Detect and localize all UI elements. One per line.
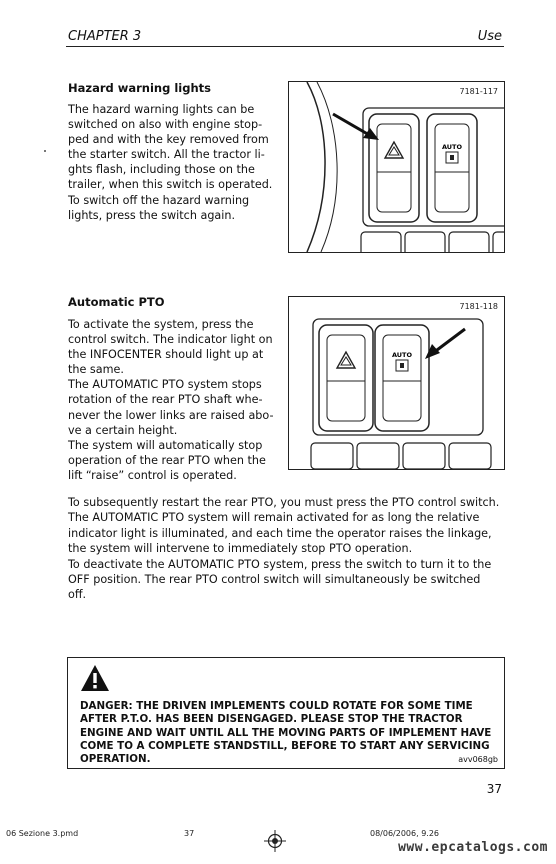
- text-line: ve a certain height.: [68, 423, 178, 437]
- text-line: never the lower links are raised abo-: [68, 408, 274, 422]
- pto-switch-figure: [288, 296, 505, 470]
- figure-code: 7181-118: [459, 302, 498, 311]
- text-line: COME TO A COMPLETE STANDSTILL, BEFORE TO START ANY SERVICING: [80, 739, 490, 752]
- text-line: ENGINE AND WAIT UNTIL ALL THE MOVING PARTS OF IMPLEMENT HAVE: [80, 726, 492, 739]
- lower-button: [311, 443, 353, 469]
- lower-button: [493, 232, 504, 252]
- text-line: the system will intervene to immediately stop PTO operation.: [68, 542, 413, 556]
- text-line: The AUTOMATIC PTO system will remain activated for as long the relative: [68, 511, 480, 525]
- registration-mark-icon: [264, 830, 286, 852]
- main-paragraph: [68, 495, 499, 603]
- text-line: ghts flash, including those on the: [68, 163, 255, 177]
- text-line: lift “raise” control is operated.: [68, 468, 237, 482]
- auto-label: AUTO: [441, 143, 463, 151]
- footer-date: 08/06/2006, 9.26: [370, 829, 440, 838]
- text-line: switched on also with engine stop-: [68, 118, 263, 132]
- text-line: the same.: [68, 363, 124, 377]
- text-line: ped and with the key removed from: [68, 133, 269, 147]
- header-rule: [66, 46, 504, 47]
- pto-title: Automatic PTO: [68, 295, 165, 309]
- text-line: To activate the system, press the: [68, 318, 254, 331]
- page-number: 37: [486, 782, 502, 796]
- warning-triangle-icon: [80, 664, 110, 692]
- text-line: OPERATION.: [80, 753, 151, 766]
- footer-page: 37: [184, 829, 195, 838]
- text-line: To deactivate the AUTOMATIC PTO system, press the switch to turn it to the: [68, 557, 492, 571]
- pto-paragraph: [68, 317, 274, 483]
- lower-button: [449, 232, 489, 252]
- text-line: To switch off the hazard warning: [68, 193, 250, 207]
- text-line: The system will automatically stop: [68, 438, 263, 452]
- watermark: www.epcatalogs.com: [398, 840, 548, 855]
- lower-button: [403, 443, 445, 469]
- danger-text: [80, 700, 491, 766]
- lower-button: [405, 232, 445, 252]
- text-line: the INFOCENTER should light up at: [68, 348, 264, 362]
- switch-panel-illustration: [289, 297, 504, 469]
- footer-file: 06 Sezione 3.pmd: [6, 829, 79, 838]
- text-line: off.: [68, 588, 87, 602]
- figure-code: 7181-117: [459, 87, 498, 96]
- hazard-switch-figure: [288, 81, 505, 253]
- section-label: Use: [477, 29, 502, 44]
- text-line: The hazard warning lights can be: [68, 103, 255, 116]
- lower-button: [357, 443, 399, 469]
- danger-box: [67, 657, 505, 769]
- text-line: To subsequently restart the rear PTO, you must press the PTO control switch.: [68, 496, 500, 509]
- lower-button: [449, 443, 491, 469]
- dash-curve: [317, 82, 337, 252]
- text-line: OFF position. The rear PTO control switch will simultaneously be switched: [68, 573, 481, 587]
- switch-panel-illustration: [289, 82, 504, 252]
- danger-code: avv068gb: [458, 755, 498, 764]
- text-line: indicator light is illuminated, and each time the operator raises the linkage,: [68, 526, 492, 540]
- chapter-label: CHAPTER 3: [68, 29, 142, 44]
- text-line: trailer, when this switch is operated.: [68, 178, 273, 192]
- text-line: operation of the rear PTO when the: [68, 453, 266, 467]
- hazard-title: Hazard warning lights: [68, 81, 211, 95]
- auto-label: AUTO: [391, 351, 413, 359]
- margin-mark: [44, 150, 46, 152]
- dash-curve: [307, 82, 325, 252]
- text-line: control switch. The indicator light on: [68, 333, 273, 347]
- text-line: AFTER P.T.O. HAS BEEN DISENGAGED. PLEASE STOP THE TRACTOR: [80, 713, 463, 726]
- text-line: lights, press the switch again.: [68, 208, 236, 222]
- hazard-paragraph: [68, 102, 272, 223]
- text-line: The AUTOMATIC PTO system stops: [68, 378, 262, 392]
- text-line: the starter switch. All the tractor li-: [68, 148, 265, 162]
- text-line: rotation of the rear PTO shaft whe-: [68, 393, 263, 407]
- lower-button: [361, 232, 401, 252]
- text-line: DANGER: THE DRIVEN IMPLEMENTS COULD ROTATE FOR SOME TIME: [80, 700, 473, 712]
